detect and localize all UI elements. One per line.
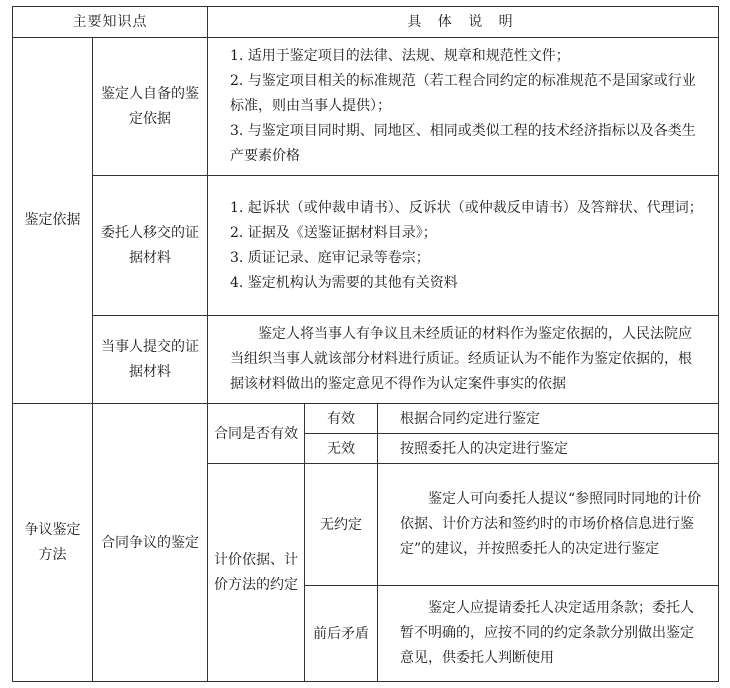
basis-transfer-label: 委托人移交的证据材料 (93, 176, 208, 316)
validity-valid-label: 有效 (305, 404, 378, 434)
header-row (13, 7, 719, 38)
basis-party-label: 当事人提交的证据材料 (93, 316, 208, 404)
header-details: 具 体 说 明 (208, 7, 719, 38)
basis-self-item-3: 3. 与鉴定项目同时期、同地区、相同或类似工程的技术经济指标以及各类生产要素价格 (230, 123, 696, 164)
validity-invalid-text: 按照委托人的决定进行鉴定 (378, 434, 719, 464)
basis-self-detail (208, 38, 719, 176)
basis-transfer-item-4: 4. 鉴定机构认为需要的其他有关资料 (230, 274, 458, 291)
validity-invalid-label: 无效 (305, 434, 378, 464)
pricing-conflict-label: 前后矛盾 (305, 586, 378, 682)
pricing-none-text: 鉴定人可向委托人提议“参照同时同地的计价依据、计价方法和签约时的市场价格信息进行鉴定”的建议，并按照委托人的决定进行鉴定 (378, 464, 719, 586)
basis-row-transfer (13, 176, 719, 316)
basis-transfer-item-2: 2. 证据及《送鉴证据材料目录》； (230, 224, 437, 241)
basis-party-text: 鉴定人将当事人有争议且未经质证的材料作为鉴定依据的，人民法院应当组织当事人就该部分材料进行质证。经质证认为不能作为鉴定依据的，根据该材料做出的鉴定意见不得作为认定案件事实的依据 (208, 316, 719, 404)
dispute-row-valid (13, 404, 719, 434)
header-main-topic: 主要知识点 (13, 7, 208, 38)
basis-transfer-item-1: 1. 起诉状（或仲裁申请书）、反诉状（或仲裁反申请书）及答辩状、代理词； (230, 199, 703, 216)
basis-self-item-1: 1. 适用于鉴定项目的法律、法规、规章和规范性文件； (230, 48, 570, 64)
pricing-conflict-text: 鉴定人应提请委托人决定适用条款；委托人暂不明确的，应按不同的约定条款分别做出鉴定意见，供委托人判断使用 (378, 586, 719, 682)
dispute-label: 争议鉴定方法 (13, 404, 93, 682)
pricing-none-label: 无约定 (305, 464, 378, 586)
dispute-sub-label: 合同争议的鉴定 (93, 404, 208, 682)
basis-label: 鉴定依据 (13, 38, 93, 404)
knowledge-table (12, 6, 719, 682)
basis-self-label: 鉴定人自备的鉴定依据 (93, 38, 208, 176)
basis-transfer-item-3: 3. 质证记录、庭审记录等卷宗； (230, 249, 430, 266)
basis-self-item-2: 2. 与鉴定项目相关的标准规范（若工程合同约定的标准规范不是国家或行业标准，则由当事人提供）； (230, 73, 696, 114)
validity-label: 合同是否有效 (208, 404, 305, 464)
pricing-label: 计价依据、计价方法的约定 (208, 464, 305, 682)
validity-valid-text: 根据合同约定进行鉴定 (378, 404, 719, 434)
knowledge-table-sheet (12, 6, 718, 678)
basis-row-self (13, 38, 719, 176)
basis-transfer-detail (208, 176, 719, 316)
basis-row-party (13, 316, 719, 404)
